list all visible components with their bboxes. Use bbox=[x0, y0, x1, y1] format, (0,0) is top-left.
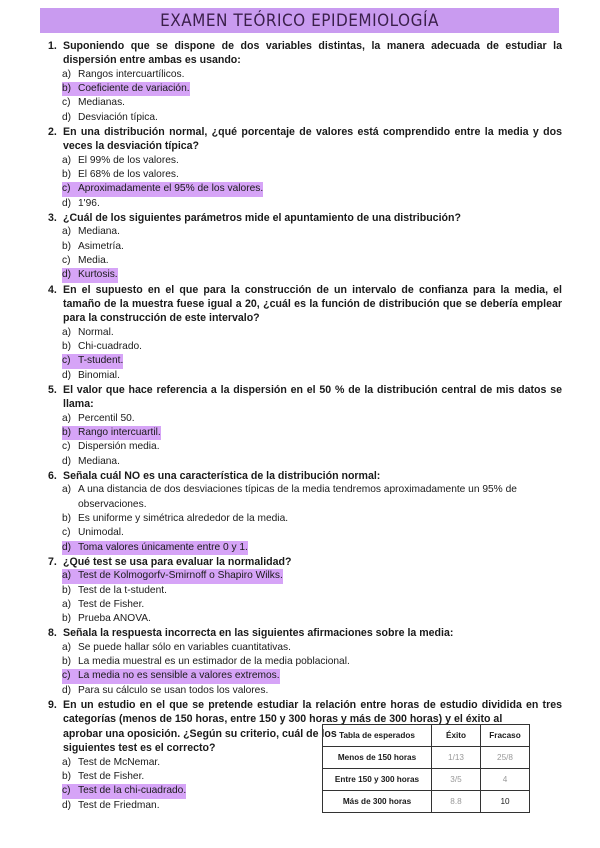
option: a) Test de McNemar. bbox=[62, 756, 161, 768]
option: a) Percentil 50. bbox=[62, 412, 135, 424]
option-correct: a) Test de Kolmogorfv-Smirnoff o Shapiro Wilks. bbox=[48, 569, 562, 583]
table-header: Tabla de esperados bbox=[323, 725, 432, 747]
question-6: 6. Señala cuál NO es una característica de la distribución normal: bbox=[48, 470, 381, 482]
option-correct: c) T-student. bbox=[48, 354, 562, 368]
table-row bbox=[323, 791, 530, 813]
option-correct: b) Coeficiente de variación. bbox=[48, 82, 562, 96]
table-cell: 8.8 bbox=[432, 791, 481, 813]
question-9: 9. En un estudio en el que se pretende estudiar la relación entre horas de estudio dividida en tres categorías (menos de 150 horas, entre 150 y 300 horas y más de 300 horas) y el éxito al bbox=[48, 699, 562, 726]
option: a) El 99% de los valores. bbox=[62, 154, 179, 166]
option-correct: d) Kurtosis. bbox=[48, 268, 562, 282]
title-banner bbox=[40, 8, 559, 33]
option-correct: b) Rango intercuartil. bbox=[48, 426, 562, 440]
page-title: EXAMEN TEÓRICO EPIDEMIOLOGÍA bbox=[160, 10, 439, 31]
option-correct: c) La media no es sensible a valores extremos. bbox=[48, 669, 562, 683]
option: d) Test de Friedman. bbox=[62, 799, 160, 811]
expected-values-table bbox=[322, 724, 530, 813]
option: b) Test de Fisher. bbox=[62, 771, 145, 782]
option: c) Unimodal. bbox=[62, 527, 124, 539]
option: d) Desviación típica. bbox=[62, 111, 158, 123]
question-5: 5. El valor que hace referencia a la dispersión en el 50 % de la distribución central de mis datos se llama: bbox=[48, 384, 562, 411]
option-correct: c) Test de la chi-cuadrado. bbox=[48, 784, 562, 798]
option: a) Normal. bbox=[62, 326, 114, 338]
row-label: Entre 150 y 300 horas bbox=[323, 769, 432, 791]
table-cell: 1/13 bbox=[432, 747, 481, 769]
question-8: 8. Señala la respuesta incorrecta en las siguientes afirmaciones sobre la media: bbox=[48, 627, 454, 640]
option: c) Media. bbox=[62, 255, 109, 266]
table-cell: 25/8 bbox=[481, 747, 530, 769]
option: d) Mediana. bbox=[62, 455, 120, 467]
option: d) Para su cálculo se usan todos los valores. bbox=[62, 684, 269, 696]
option: b) Es uniforme y simétrica alrededor de la media. bbox=[62, 513, 289, 524]
option: d) Binomial. bbox=[62, 369, 120, 381]
option: a) A una distancia de dos desviaciones típicas de la media tendremos aproximadamente un 95% de observaciones. bbox=[62, 484, 517, 510]
table-cell: 3/5 bbox=[432, 769, 481, 791]
option: d) 1'96. bbox=[62, 197, 100, 209]
question-4: 4. En el supuesto en el que para la construcción de un intervalo de confianza para la media, el tamaño de la muestra fuese igual a 20, ¿cuál es la función de distribución que se debería emplear para la construcción de este intervalo? bbox=[48, 283, 562, 325]
option: b) Test de la t-student. bbox=[62, 584, 167, 596]
table-cell: 4 bbox=[481, 769, 530, 791]
option: b) Chi-cuadrado. bbox=[62, 341, 142, 353]
table-header: Éxito bbox=[432, 725, 481, 747]
table-row bbox=[323, 747, 530, 769]
option: a) Se puede hallar sólo en variables cuantitativas. bbox=[62, 641, 291, 653]
question-9-continued: aprobar una oposición. ¿Según su criterio, cuál de los siguientes test es el correcto? bbox=[63, 727, 337, 755]
option: b) Prueba ANOVA. bbox=[62, 613, 151, 625]
table-row bbox=[323, 769, 530, 791]
table-header: Fracaso bbox=[481, 725, 530, 747]
option: a) Rangos intercuartílicos. bbox=[62, 68, 185, 80]
option: a) Test de Fisher. bbox=[62, 598, 145, 610]
row-label: Menos de 150 horas bbox=[323, 747, 432, 769]
option: a) Mediana. bbox=[62, 226, 120, 238]
option: b) La media muestral es un estimador de la media poblacional. bbox=[62, 656, 350, 668]
table-cell: 10 bbox=[481, 791, 530, 813]
table-header-row bbox=[323, 725, 530, 747]
question-2: 2. En una distribución normal, ¿qué porcentaje de valores está comprendido entre la media y dos veces la desviación típica? bbox=[48, 126, 562, 153]
option: c) Medianas. bbox=[62, 97, 126, 109]
option-correct: c) Aproximadamente el 95% de los valores. bbox=[48, 182, 562, 196]
question-1: 1. Suponiendo que se dispone de dos variables distintas, la manera adecuada de estudiar la dispersión entre ambas es usando: bbox=[48, 40, 562, 67]
option: c) Dispersión media. bbox=[62, 441, 160, 453]
question-7: 7. ¿Qué test se usa para evaluar la normalidad? bbox=[48, 555, 292, 568]
option-correct: d) Toma valores únicamente entre 0 y 1. bbox=[48, 541, 562, 555]
option: b) El 68% de los valores. bbox=[62, 169, 179, 181]
row-label: Más de 300 horas bbox=[323, 791, 432, 813]
exam-body bbox=[48, 39, 562, 813]
question-3: 3. ¿Cuál de los siguientes parámetros mide el apuntamiento de una distribución? bbox=[48, 212, 461, 224]
option: b) Asimetría. bbox=[62, 240, 124, 252]
